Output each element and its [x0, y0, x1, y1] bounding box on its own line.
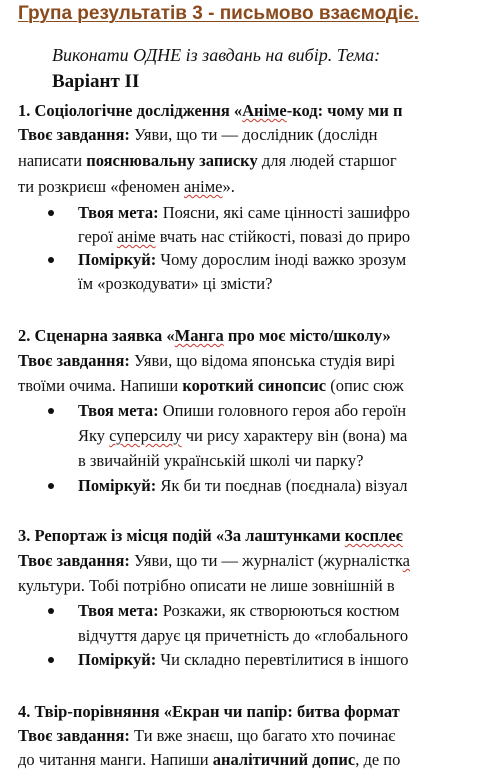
bullet-icon: [48, 408, 54, 414]
task-3-goal: Твоя мета: Розкажи, як створюються костюм: [78, 601, 400, 620]
task-1-goal: Твоя мета: Поясни, які саме цінності зашифро: [78, 203, 410, 222]
task-3-line-1: Твоє завдання: Уяви, що ти — журналіст (журналістка: [18, 551, 410, 570]
task-2-goal: Твоя мета: Опиши головного героя або героїн: [78, 401, 407, 420]
task-1-heading: 1. Соціологічне дослідження «Аніме-код: чому ми п: [18, 101, 403, 120]
bullet-icon: [48, 657, 54, 663]
task-4-line-2: до читання манги. Напиши аналітичний допис, де по: [18, 750, 401, 769]
task-1-think: Поміркуй: Чому дорослим іноді важко зрозум: [78, 250, 407, 269]
task-1-think-cont: їм «розкодувати» ці змісти?: [78, 274, 273, 293]
bullet-icon: [48, 608, 54, 614]
task-3-line-2: культури. Тобі потрібно описати не лише зовнішній в: [18, 576, 395, 595]
task-2-goal-cont-2: в звичайній українській школі чи парку?: [78, 451, 364, 470]
task-2-think: Поміркуй: Як би ти поєднав (поєднала) візуал: [78, 476, 408, 495]
page-title: Група результатів 3 - письмово взаємодіє.: [18, 3, 420, 24]
task-4-heading: 4. Твір-порівняння «Екран чи папір: битва формат: [18, 702, 400, 721]
task-3-heading: 3. Репортаж із місця подій «За лаштунками косплеє: [18, 526, 403, 545]
task-1-line-3: ти розкриєш «феномен аніме».: [18, 177, 235, 196]
bullet-icon: [48, 257, 54, 263]
task-4-line-1: Твоє завдання: Ти вже знаєш, що багато хто починає: [18, 726, 396, 745]
instruction-text: Виконати ОДНЕ із завдань на вибір. Тема:: [52, 45, 381, 65]
bullet-icon: [48, 210, 54, 216]
variant-heading: Варіант ІІ: [52, 71, 140, 92]
task-2-line-2: твоїми очима. Напиши короткий синопсис (опис сюж: [18, 376, 404, 395]
task-2-goal-cont: Яку суперсилу чи рису характеру він (вона) ма: [78, 426, 408, 445]
task-3-goal-cont: відчуття дарує ця причетність до «глобального: [78, 626, 409, 645]
task-3-think: Поміркуй: Чи складно перевтілитися в іншого: [78, 650, 409, 669]
task-1-goal-cont: герої аніме вчать нас стійкості, повазі до приро: [78, 227, 411, 246]
task-2-line-1: Твоє завдання: Уяви, що відома японська студія вирі: [18, 351, 396, 370]
task-1-line-1: Твоє завдання: Уяви, що ти — дослідник (дослідн: [18, 125, 378, 144]
bullet-icon: [48, 483, 54, 489]
task-2-heading: 2. Сценарна заявка «Манга про моє місто/школу»: [18, 326, 391, 345]
task-1-line-2: написати пояснювальну записку для людей старшог: [18, 151, 397, 170]
